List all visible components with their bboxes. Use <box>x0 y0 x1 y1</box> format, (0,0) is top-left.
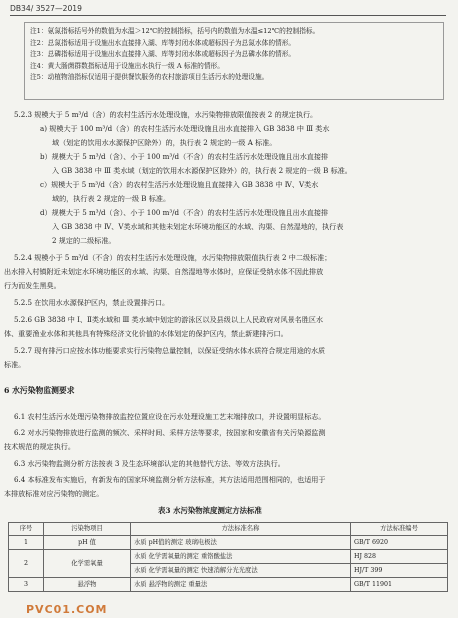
clause-6-2-line-1: 6.2 对水污染物排放进行监测的频次、采样时间、采样方法等要求，按国家和安徽省有关污染源监测 <box>14 428 326 437</box>
header-method: 方法标准名称 <box>131 523 351 536</box>
row-code: GB/T 6920 <box>351 536 448 550</box>
row-no: 1 <box>9 536 44 550</box>
clause-5-2-7-line-2: 标准。 <box>4 360 26 369</box>
clause-5-2-7-line-1: 5.2.7 现有排污口应按水体功能要求实行污染物总量控制，以保证受纳水体水质符合规定用途的水质 <box>14 346 326 355</box>
row-method: 水质 悬浮物的测定 重量法 <box>131 578 351 592</box>
row-item: 悬浮物 <box>44 578 131 592</box>
clause-6-1: 6.1 农村生活污水处理污染物排放监控位置应设在污水处理设施工艺末端排放口，并设置明显标志。 <box>14 412 326 421</box>
clause-6-2-line-2: 技术规范的规定执行。 <box>4 442 75 451</box>
row-method: 水质 pH值的测定 玻璃电极法 <box>131 536 351 550</box>
row-item: 化学需氧量 <box>44 550 131 578</box>
row-no: 3 <box>9 578 44 592</box>
clause-5-2-3: 5.2.3 规模大于 5 m³/d（含）的农村生活污水处理设施，水污染物排放限值按表 2 的规定执行。 <box>14 110 318 119</box>
item-d-line-2: 入 GB 3838 中 Ⅳ、Ⅴ类水域和其他未划定水环境功能区的水域、沟渠、自然湿地的，执行表 <box>52 222 344 231</box>
clause-6-3: 6.3 水污染物监测分析方法按表 3 及生态环境部认定的其他替代方法、等效方法执行。 <box>14 459 285 468</box>
row-no: 2 <box>9 550 44 578</box>
table-title: 表3 水污染物浓度测定方法标准 <box>158 506 262 515</box>
item-a-line-1: a) 规模大于 100 m³/d（含）的农村生活污水处理设施且出水直接排入 GB 3838 中 Ⅲ 类水 <box>40 124 330 133</box>
clause-5-2-4-line-3: 行为而发生黑臭。 <box>4 281 61 290</box>
row-code: HJ 828 <box>351 550 448 564</box>
table-row <box>9 536 448 550</box>
header-rule <box>10 15 446 16</box>
item-b-line-1: b）规模大于 5 m³/d（含）、小于 100 m³/d（不含）的农村生活污水处理设施且出水直接排 <box>40 152 329 161</box>
watermark: PVC01.COM <box>26 603 108 616</box>
table-row <box>9 578 448 592</box>
note-3: 注3：总磷指标适用于设施出水直接排入湖、库等封闭水体或超标因子为总磷水体的情形。 <box>30 50 296 59</box>
note-1: 注1：氨氮指标括号外的数值为水温＞12℃的控制指标，括号内的数值为水温≤12℃的控制指标。 <box>30 27 320 35</box>
row-item: pH 值 <box>44 536 131 550</box>
item-b-line-2: 入 GB 3838 中 Ⅲ 类水域（划定的饮用水水源保护区除外）的，执行表 2 规定的一级 B 标准。 <box>52 166 352 175</box>
document-code: DB34/ 3527—2019 <box>10 4 82 13</box>
item-c-line-2: 域的，执行表 2 规定的一级 B 标准。 <box>52 194 171 203</box>
section-6-heading: 6 水污染物监测要求 <box>4 386 75 395</box>
clause-6-4-line-1: 6.4 本标准发布实施后，有新发布的国家环境监测分析方法标准，其方法适用范围相同的，也适用于 <box>14 475 326 484</box>
clause-5-2-6-line-2: 体、重要渔业水体和其他具有特殊经济文化价值的水体划定的保护区内，禁止新建排污口。 <box>4 329 288 338</box>
item-d-line-1: d）规模大于 5 m³/d（含）、小于 100 m³/d（不含）的农村生活污水处理设施且出水直接排 <box>40 208 329 217</box>
note-4: 注4：黄大肠菌群数指标适用于设施出水执行一级 A 标准的情形。 <box>30 61 224 70</box>
clause-5-2-5: 5.2.5 在饮用水水源保护区内，禁止设置排污口。 <box>14 298 170 307</box>
header-code: 方法标准编号 <box>351 523 448 536</box>
notes-box <box>24 22 444 100</box>
item-c-line-1: c）规模大于 5 m³/d（含）的农村生活污水处理设施且直接排入 GB 3838 中 Ⅳ、Ⅴ类水 <box>40 180 319 189</box>
row-code: HJ/T 399 <box>351 564 448 578</box>
note-5: 注5：动植物油指标仅适用于提供餐饮服务的农村旅游项目生活污水的处理设施。 <box>30 73 269 82</box>
row-method: 水质 化学需氧量的测定 快速消解分光光度法 <box>131 564 351 578</box>
clause-5-2-4-line-1: 5.2.4 规模小于 5 m³/d（不含）的农村生活污水处理设施，水污染物排放限值执行表 2 中二级标准； <box>14 253 332 262</box>
header-item: 污染物项目 <box>44 523 131 536</box>
row-method: 水质 化学需氧量的测定 重铬酸盐法 <box>131 550 351 564</box>
row-code: GB/T 11901 <box>351 578 448 592</box>
header-no: 序号 <box>9 523 44 536</box>
item-a-line-2: 域（划定的饮用水水源保护区除外）的，执行表 2 规定的一级 A 标准。 <box>52 138 277 147</box>
table-header-row <box>9 523 448 536</box>
item-d-line-3: 2 规定的二级标准。 <box>52 236 116 245</box>
clause-5-2-6-line-1: 5.2.6 GB 3838 中 Ⅰ、Ⅱ类水域和 Ⅲ 类水域中划定的游泳区以及县级以上人民政府对风景名胜区水 <box>14 315 324 324</box>
clause-6-4-line-2: 本排放标准对应污染物的测定。 <box>4 489 104 498</box>
table-row <box>9 550 448 564</box>
note-2: 注2：总氮指标适用于设施出水直接排入湖、库等封闭水体或超标因子为总氮水体的情形。 <box>30 38 296 47</box>
methods-table <box>8 522 448 592</box>
clause-5-2-4-line-2: 出水排入村镇附近未划定水环境功能区的水域、沟渠、自然湿地等水体时，应保证受纳水体不因此排放 <box>4 267 324 276</box>
